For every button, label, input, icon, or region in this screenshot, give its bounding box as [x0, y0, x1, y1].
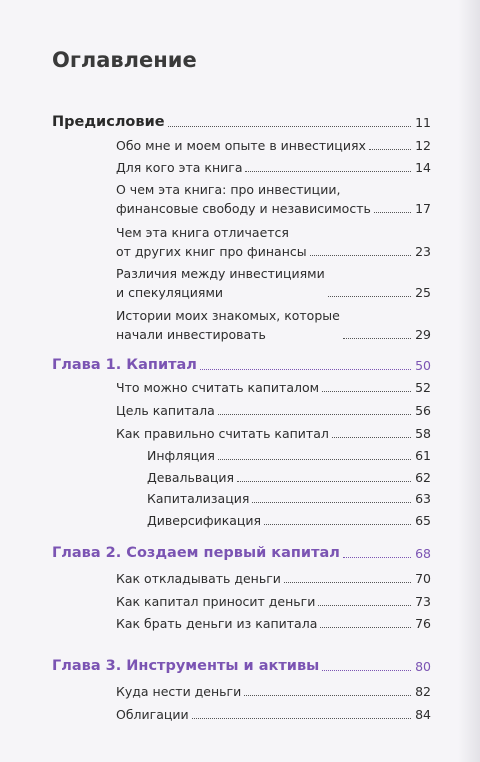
dot-leader: [218, 414, 411, 415]
toc-entry[interactable]: [116, 264, 431, 302]
toc-page-number: 76: [415, 616, 431, 631]
toc-chapter-1[interactable]: [52, 356, 431, 375]
toc-entry-label: Как откладывать деньги: [116, 571, 281, 586]
toc-page-number: 84: [415, 707, 431, 722]
toc-entry[interactable]: [116, 306, 431, 344]
toc-chapter-3[interactable]: [52, 657, 431, 676]
toc-entry-label: Предисловие: [52, 114, 165, 130]
dot-leader: [332, 437, 411, 438]
toc-entry[interactable]: [147, 489, 431, 508]
toc-entry-line: Различия между инвестициями: [116, 266, 325, 281]
toc-page-number: 62: [415, 470, 431, 485]
page-edge-shadow: [458, 0, 480, 762]
toc-entry[interactable]: [116, 158, 431, 177]
toc-entry-label: Облигации: [116, 707, 189, 722]
toc-entry[interactable]: [116, 682, 431, 701]
toc-page-number: 80: [415, 659, 431, 674]
toc-page-number: 70: [415, 571, 431, 586]
toc-entry-label: [116, 180, 371, 218]
toc-entry-line: Чем эта книга отличается: [116, 225, 289, 240]
dot-leader: [374, 212, 411, 213]
toc-entry-label: Куда нести деньги: [116, 684, 242, 699]
toc-page-number: 52: [415, 380, 431, 395]
toc-page-number: 73: [415, 594, 431, 609]
dot-leader: [284, 582, 411, 583]
dot-leader: [369, 149, 411, 150]
dot-leader: [200, 369, 411, 370]
toc-title: Оглавление: [52, 48, 197, 72]
toc-entry-line: финансовые свободу и независимость: [116, 201, 371, 216]
toc-page-number: 17: [415, 201, 431, 216]
toc-entry[interactable]: [116, 614, 431, 633]
toc-page-number: 23: [415, 244, 431, 259]
toc-entry-line: О чем эта книга: про инвестиции,: [116, 182, 341, 197]
toc-entry[interactable]: [147, 468, 431, 487]
toc-page-number: 82: [415, 684, 431, 699]
dot-leader: [320, 627, 411, 628]
toc-entry[interactable]: [116, 401, 431, 420]
toc-entry[interactable]: [116, 378, 431, 397]
toc-entry-line: начали инвестировать: [116, 327, 266, 342]
dot-leader: [328, 296, 411, 297]
toc-entry[interactable]: [116, 223, 431, 261]
dot-leader: [264, 524, 411, 525]
toc-page-number: 50: [415, 358, 431, 373]
toc-entry[interactable]: [116, 180, 431, 218]
toc-entry-label: [116, 306, 340, 344]
toc-entry[interactable]: [116, 424, 431, 443]
toc-entry-label: [116, 264, 325, 302]
toc-entry-label: Цель капитала: [116, 403, 215, 418]
toc-entry-label: [116, 223, 307, 261]
toc-entry-label: Обо мне и моем опыте в инвестициях: [116, 138, 366, 153]
toc-chapter-label: Глава 1. Капитал: [52, 357, 197, 373]
toc-page-number: 63: [415, 491, 431, 506]
dot-leader: [343, 338, 411, 339]
toc-entry-label: Как правильно считать капитал: [116, 426, 329, 441]
toc-entry-label: Как капитал приносит деньги: [116, 594, 316, 609]
dot-leader: [343, 557, 411, 558]
toc-page-number: 65: [415, 513, 431, 528]
toc-page-number: 25: [415, 285, 431, 300]
toc-entry-label: Диверсификация: [147, 513, 262, 528]
toc-entry-label: Что можно считать капиталом: [116, 380, 320, 395]
toc-page-number: 58: [415, 426, 431, 441]
dot-leader: [218, 459, 411, 460]
toc-page-number: 12: [415, 138, 431, 153]
dot-leader: [244, 695, 411, 696]
toc-page-number: 56: [415, 403, 431, 418]
dot-leader: [192, 718, 411, 719]
toc-entry-label: Как брать деньги из капитала: [116, 616, 318, 631]
toc-entry-line: Истории моих знакомых, которые: [116, 308, 340, 323]
dot-leader: [322, 391, 411, 392]
toc-entry[interactable]: [116, 592, 431, 611]
toc-entry-label: Инфляция: [147, 448, 215, 463]
toc-entry[interactable]: [116, 136, 431, 155]
toc-chapter-label: Глава 2. Создаем первый капитал: [52, 545, 340, 561]
dot-leader: [168, 126, 412, 127]
toc-page-number: 11: [415, 115, 431, 130]
dot-leader: [252, 502, 411, 503]
dot-leader: [310, 255, 411, 256]
toc-entry-preface[interactable]: [52, 113, 431, 132]
toc-entry-label: Девальвация: [147, 470, 235, 485]
toc-page-number: 14: [415, 160, 431, 175]
toc-entry-label: Для кого эта книга: [116, 160, 243, 175]
dot-leader: [245, 171, 411, 172]
dot-leader: [237, 481, 411, 482]
toc-page-number: 61: [415, 448, 431, 463]
toc-entry-line: от других книг про финансы: [116, 244, 307, 259]
toc-page-number: 68: [415, 546, 431, 561]
toc-entry[interactable]: [147, 446, 431, 465]
dot-leader: [322, 670, 411, 671]
toc-entry-line: и спекуляциями: [116, 285, 223, 300]
toc-chapter-2[interactable]: [52, 544, 431, 563]
dot-leader: [318, 605, 411, 606]
toc-entry-label: Капитализация: [147, 491, 250, 506]
toc-page-number: 29: [415, 327, 431, 342]
toc-chapter-label: Глава 3. Инструменты и активы: [52, 658, 320, 674]
toc-entry[interactable]: [147, 511, 431, 530]
toc-entry[interactable]: [116, 569, 431, 588]
toc-entry[interactable]: [116, 705, 431, 724]
